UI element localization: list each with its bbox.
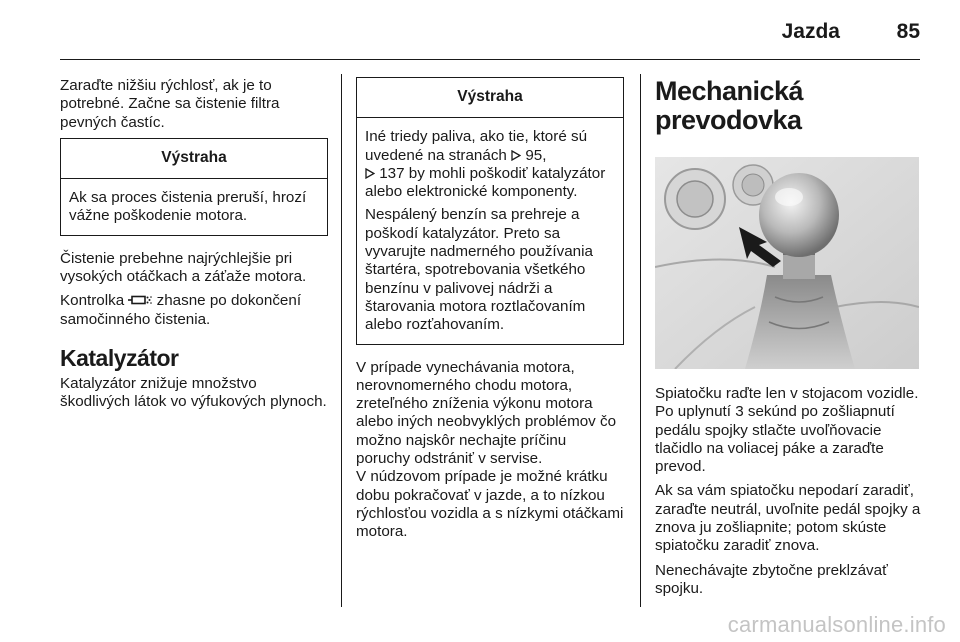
- intro-paragraph: Zaraďte nižšiu rýchlosť, ak je to potrebné. Začne sa čistenie filtra pevných častíc.: [60, 77, 280, 131]
- column-divider-1: [341, 74, 342, 607]
- page-reference-2-text: 137 by mohli poškodiť katalyzátor alebo elektronické komponenty.: [365, 164, 606, 201]
- indicator-text-before: Kontrolka: [60, 292, 125, 310]
- page-number: 85: [896, 20, 920, 43]
- cleaning-paragraph: Čistenie prebehne najrýchlejšie pri vysokých otáčkach a záťaže motora.: [60, 249, 307, 286]
- misfire-paragraph: V prípade vynechávania motora, nerovnomerného chodu motora, zreteľného zníženia výkonu motora alebo iných neobvyklých problémov čo možno najskôr nechajte príčinu poruchy odstrániť v servise.: [356, 358, 617, 468]
- gear-lever-photo: [655, 157, 919, 369]
- gear-lever-illustration: [655, 157, 919, 369]
- reverse-gear-paragraph: Spiatočku raďte len v stojacom vozidle. Po uplynutí 3 sekúnd po zošliapnutí pedálu spojky stlačte uvoľňovacie tlačidlo na voliacej páke a zaraďte prevod.: [655, 385, 919, 476]
- warning-unburnt-fuel: Nespálený benzín sa prehreje a poškodí katalyzátor. Preto sa vyvarujte nadmerného používania štartéra, spotrebovania všetkého benzínu v palivovej nádrži a štarovania motora roztlačovaním alebo rozťahovaním.: [365, 206, 593, 334]
- indicator-text-after: zhasne po dokončení samočinného čistenia.: [60, 292, 302, 328]
- page-header: [60, 0, 920, 60]
- page-reference-icon[interactable]: [365, 168, 375, 179]
- warning-body: [357, 118, 623, 343]
- column-3: [655, 77, 921, 604]
- reverse-retry-paragraph: Ak sa vám spiatočku nepodarí zaradiť, zaraďte neutrál, uvoľnite pedál spojky a znova ju zošliapnite; potom skúste spiatočku zaradiť znova.: [655, 482, 921, 555]
- warning-text: Ak sa proces čistenia preruší, hrozí vážne poškodenie motora.: [69, 189, 307, 225]
- warning-title: Výstraha: [357, 78, 623, 118]
- page-reference-icon[interactable]: [511, 150, 521, 161]
- page-reference-1[interactable]: 95,: [525, 146, 547, 164]
- warning-body: [61, 179, 327, 235]
- clutch-paragraph: Nenechávajte zbytočne preklzávať spojku.: [655, 561, 888, 597]
- warning-box-1: [60, 138, 328, 236]
- section-heading-catalyst: Katalyzátor: [60, 344, 179, 371]
- warning-fuel-paragraph: [365, 128, 615, 201]
- catalyst-paragraph: Katalyzátor znižuje množstvo škodlivých látok vo výfukových plynoch.: [60, 374, 327, 411]
- column-2: [356, 77, 624, 548]
- column-1: [60, 77, 328, 418]
- chapter-title: Jazda: [781, 20, 840, 43]
- warning-title: Výstraha: [61, 139, 327, 179]
- indicator-paragraph: [60, 292, 328, 329]
- particle-filter-icon: [128, 294, 152, 306]
- emergency-paragraph: V núdzovom prípade je možné krátku dobu pokračovať v jazde, a to nízkou rýchlosťou vozidla a s nízkymi otáčkami motora.: [356, 468, 624, 541]
- warning-box-2: [356, 77, 624, 345]
- column-divider-2: [640, 74, 641, 607]
- section-heading-manual-transmission: Mechanická prevodovka: [655, 76, 804, 135]
- warning-fuel-text: Iné triedy paliva, ako tie, ktoré sú uvedené na stranách: [365, 128, 588, 164]
- watermark: carmanualsonline.info: [727, 612, 946, 637]
